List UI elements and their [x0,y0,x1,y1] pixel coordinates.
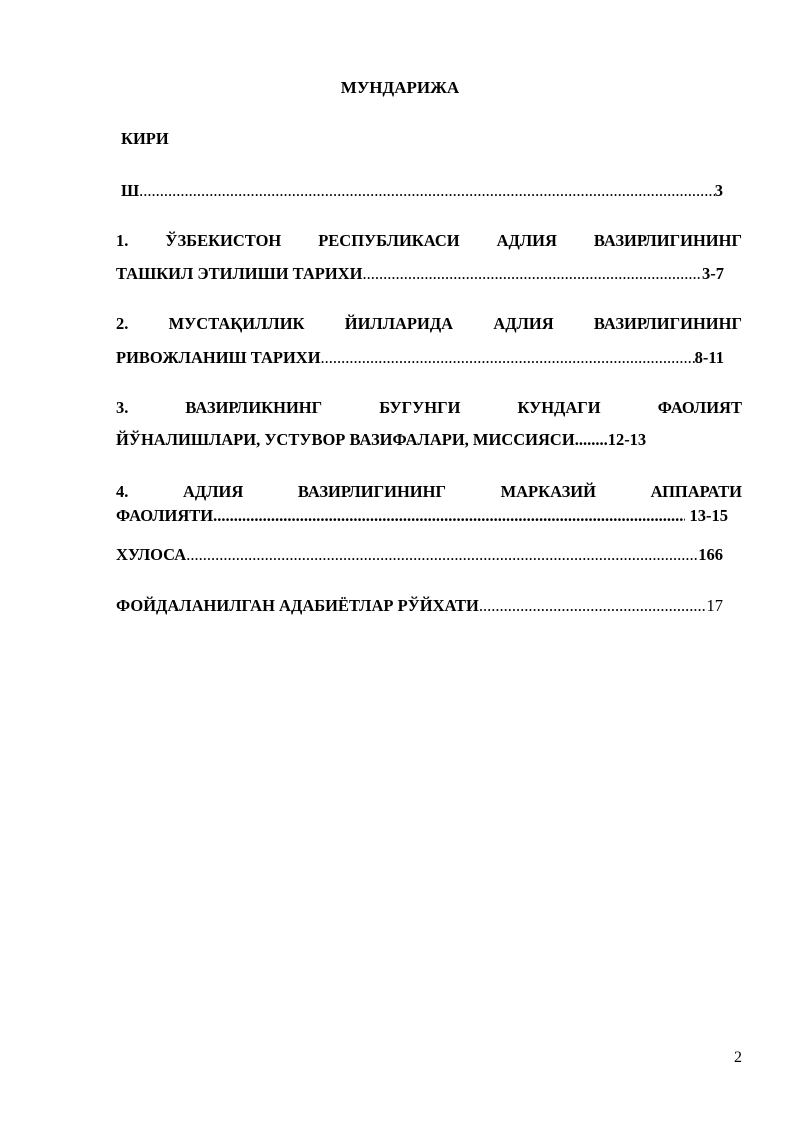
conclusion-label: ХУЛОСА [116,545,187,564]
toc-entry-1-line2 [116,264,724,284]
entry-number: 2. [116,314,129,333]
entry-page: 8-11 [694,348,724,367]
toc-intro-line2 [121,181,723,201]
entry-word: АППАРАТИ [650,482,742,501]
toc-references [116,596,723,616]
toc-entry-1-line1 [116,231,742,251]
entry-word: РЕСПУБЛИКАСИ [318,231,460,250]
entry-word: ЎЗБЕКИСТОН [165,231,282,250]
toc-intro-line1 [121,129,747,149]
entry-word: ВАЗИРЛИГИНИНГ [297,482,446,501]
dot-leader [362,264,702,284]
entry-page: 12-13 [607,430,647,449]
dot-leader [321,348,695,368]
entry-word: АДЛИЯ [496,231,557,250]
entry-word: МУСТАҚИЛЛИК [168,314,305,333]
entry-title-cont: ТАШКИЛ ЭТИЛИШИ ТАРИХИ [116,264,363,283]
intro-page: 3 [714,181,723,200]
entry-page: 13-15 [689,506,728,525]
toc-conclusion [116,545,723,565]
entry-word: КУНДАГИ [517,398,601,417]
toc-entry-4-line2 [116,506,728,526]
entry-word: ВАЗИРЛИКНИНГ [185,398,323,417]
entry-word: ЙИЛЛАРИДА [344,314,454,333]
dot-leader [213,506,684,526]
entry-word: ВАЗИРЛИГИНИНГ [593,314,742,333]
entry-word: БУГУНГИ [379,398,461,417]
toc-entry-2-line1 [116,314,742,334]
entry-number: 3. [116,398,129,417]
entry-word: ВАЗИРЛИГИНИНГ [593,231,742,250]
conclusion-page: 166 [698,545,723,564]
toc-entry-2-line2 [116,348,724,368]
dot-leader [479,596,707,616]
entry-title-cont: ФАОЛИЯТИ [116,506,214,525]
toc-entry-3-line2 [116,430,742,450]
entry-number: 4. [116,482,129,501]
intro-label-part1: КИРИ [121,129,169,148]
dot-leader [139,181,715,201]
entry-page: 3-7 [702,264,724,283]
dot-leader: ........ [574,430,608,449]
references-label: ФОЙДАЛАНИЛГАН АДАБИЁТЛАР РЎЙХАТИ [116,596,479,615]
entry-word: ФАОЛИЯТ [657,398,742,417]
references-page: 17 [706,596,723,615]
entry-word: АДЛИЯ [493,314,554,333]
entry-number: 1. [116,231,129,250]
entry-word: АДЛИЯ [182,482,244,501]
page-number: 2 [734,1049,742,1066]
intro-label-part2: Ш [121,181,140,200]
dot-leader [186,545,698,565]
toc-title: МУНДАРИЖА [340,78,460,97]
toc-entry-3-line1 [116,398,742,418]
entry-title-cont: РИВОЖЛАНИШ ТАРИХИ [116,348,321,367]
entry-title-cont: ЙЎНАЛИШЛАРИ, УСТУВОР ВАЗИФАЛАРИ, МИССИЯСИ [116,430,575,449]
entry-word: МАРКАЗИЙ [500,482,596,501]
toc-entry-4-line1 [116,482,742,502]
